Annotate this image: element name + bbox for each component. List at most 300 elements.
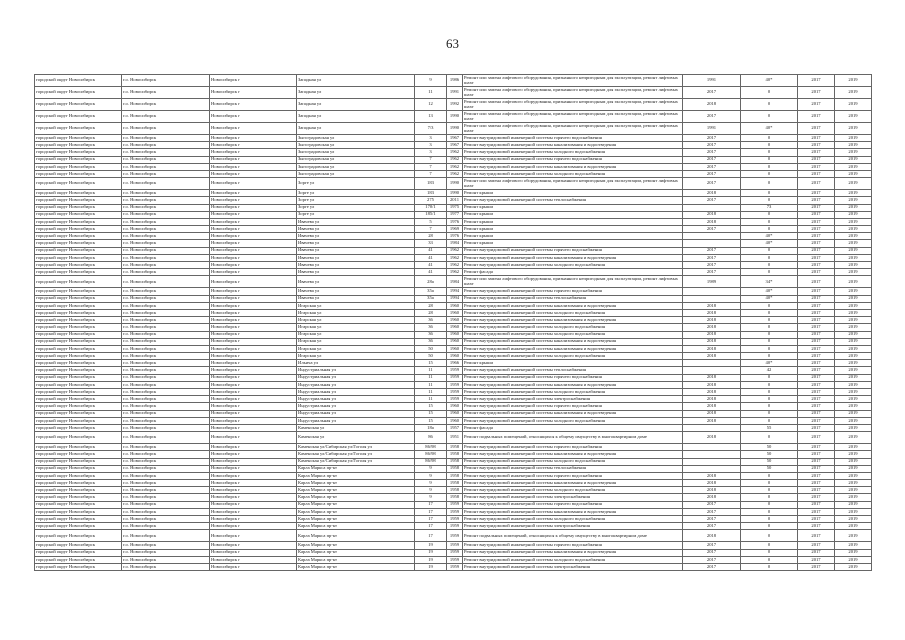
plan-start-cell: 2017 [798,262,835,269]
district-cell: городской округ Новосибирск [35,142,122,149]
plan-end-cell: 2019 [835,458,872,465]
street-cell: Ивачева ул [297,247,415,254]
settlement-cell: Новосибирск г [210,142,297,149]
work-type-cell: Ремонт внутридомовой инженерной системы холодного водоснабжения [463,331,683,338]
year-built-cell: 1958 [447,472,463,479]
table-row [35,178,872,190]
work-type-cell: Ремонт крыши [463,240,683,247]
year-built-cell: 1962 [447,163,463,170]
settlement-cell: Новосибирск г [210,99,297,111]
locality-cell: г.о. Новосибирск [122,233,210,240]
plan-start-cell: 2017 [798,424,835,431]
street-cell: Карла Маркса пр-кт [297,549,415,556]
settlement-cell: Новосибирск г [210,302,297,309]
locality-cell: г.о. Новосибирск [122,458,210,465]
table-body [35,75,872,571]
last-repair-cell: 2018 [683,190,741,197]
year-built-cell: 1958 [447,444,463,451]
table-row [35,226,872,233]
work-type-cell: Ремонт внутридомовой инженерной системы холодного водоснабжения [463,170,683,177]
locality-cell: г.о. Новосибирск [122,87,210,99]
locality-cell: г.о. Новосибирск [122,444,210,451]
last-repair-cell: 2017 [683,87,741,99]
locality-cell: г.о. Новосибирск [122,501,210,508]
wear-cell: 0 [741,197,798,204]
table-row [35,338,872,345]
table-row [35,269,872,276]
plan-end-cell: 2019 [835,451,872,458]
house-number-cell: 3 [415,149,447,156]
last-repair-cell: 1991 [683,123,741,135]
year-built-cell: 1958 [447,480,463,487]
work-type-cell: Ремонт или замена лифтового оборудования, признанного непригодным для эксплуатации, ремонт лифтовых шахт [463,123,683,135]
year-built-cell: 1975 [447,204,463,211]
wear-cell: 0 [741,87,798,99]
plan-end-cell: 2019 [835,211,872,218]
last-repair-cell: 2018 [683,345,741,352]
plan-start-cell: 2017 [798,374,835,381]
district-cell: городской округ Новосибирск [35,410,122,417]
locality-cell: г.о. Новосибирск [122,262,210,269]
street-cell: Игарская ул [297,302,415,309]
work-type-cell: Ремонт внутридомовой инженерной системы канализования и водоотведения [463,410,683,417]
work-type-cell: Ремонт внутридомовой инженерной системы канализования и водоотведения [463,142,683,149]
plan-start-cell: 2017 [798,276,835,288]
table-row [35,142,872,149]
house-number-cell: 15 [415,360,447,367]
locality-cell: г.о. Новосибирск [122,99,210,111]
locality-cell: г.о. Новосибирск [122,190,210,197]
plan-end-cell: 2019 [835,494,872,501]
locality-cell: г.о. Новосибирск [122,345,210,352]
plan-end-cell: 2019 [835,276,872,288]
year-built-cell: 1959 [447,381,463,388]
plan-start-cell: 2017 [798,360,835,367]
district-cell: городской округ Новосибирск [35,523,122,530]
plan-start-cell: 2017 [798,309,835,316]
wear-cell: 73 [741,204,798,211]
last-repair-cell [683,288,741,295]
plan-end-cell: 2019 [835,360,872,367]
district-cell: городской округ Новосибирск [35,75,122,87]
settlement-cell: Новосибирск г [210,156,297,163]
plan-end-cell: 2019 [835,197,872,204]
settlement-cell: Новосибирск г [210,149,297,156]
work-type-cell: Ремонт внутридомовой инженерной системы холодного водоснабжения [463,487,683,494]
locality-cell: г.о. Новосибирск [122,549,210,556]
house-number-cell: 7 [415,163,447,170]
work-type-cell: Ремонт фасада [463,269,683,276]
last-repair-cell: 2018 [683,487,741,494]
locality-cell: г.о. Новосибирск [122,338,210,345]
capital-repair-table [34,74,872,571]
house-number-cell: 9 [415,472,447,479]
plan-start-cell: 2017 [798,396,835,403]
wear-cell: 0 [741,523,798,530]
work-type-cell: Ремонт внутридомовой инженерной системы электроснабжения [463,523,683,530]
work-type-cell: Ремонт крыши [463,233,683,240]
street-cell: Индустриальная ул [297,367,415,374]
wear-cell: 0 [741,99,798,111]
last-repair-cell: 2017 [683,501,741,508]
locality-cell: г.о. Новосибирск [122,516,210,523]
table-row [35,480,872,487]
work-type-cell: Ремонт внутридомовой инженерной системы холодного водоснабжения [463,262,683,269]
wear-cell: 0 [741,170,798,177]
district-cell: городской округ Новосибирск [35,197,122,204]
house-number-cell: 35а [415,295,447,302]
wear-cell: 40* [741,233,798,240]
street-cell: Игарская ул [297,331,415,338]
plan-start-cell: 2017 [798,75,835,87]
table-row [35,374,872,381]
house-number-cell: 17 [415,516,447,523]
street-cell: Зыгоградовская ул [297,142,415,149]
year-built-cell: 1990 [447,178,463,190]
wear-cell: 0 [741,269,798,276]
plan-start-cell: 2017 [798,444,835,451]
table-row [35,218,872,225]
work-type-cell: Ремонт внутридомовой инженерной системы горячего водоснабжения [463,135,683,142]
plan-start-cell: 2017 [798,123,835,135]
work-type-cell: Ремонт или замена лифтового оборудования, признанного непригодным для эксплуатации, ремонт лифтовых шахт [463,178,683,190]
plan-end-cell: 2019 [835,389,872,396]
plan-start-cell: 2017 [798,295,835,302]
plan-start-cell: 2017 [798,269,835,276]
work-type-cell: Ремонт внутридомовой инженерной системы горячего водоснабжения [463,288,683,295]
last-repair-cell: 2017 [683,111,741,123]
last-repair-cell: 2018 [683,218,741,225]
plan-end-cell: 2019 [835,247,872,254]
district-cell: городской округ Новосибирск [35,353,122,360]
district-cell: городской округ Новосибирск [35,288,122,295]
work-type-cell: Ремонт внутридомовой инженерной системы канализования и водоотведения [463,317,683,324]
year-built-cell: 1960 [447,331,463,338]
work-type-cell: Ремонт внутридомовой инженерной системы теплоснабжения [463,197,683,204]
year-built-cell: 1960 [447,302,463,309]
wear-cell: 40* [741,295,798,302]
district-cell: городской округ Новосибирск [35,432,122,444]
last-repair-cell: 2018 [683,338,741,345]
work-type-cell: Ремонт подвальных помещений, относящихся к общему имуществу в многоквартирном доме [463,432,683,444]
work-type-cell: Ремонт внутридомовой инженерной системы канализования и водоотведения [463,338,683,345]
house-number-cell: 5 [415,218,447,225]
house-number-cell: 11 [415,396,447,403]
work-type-cell: Ремонт внутридомовой инженерной системы горячего водоснабжения [463,501,683,508]
table-row [35,516,872,523]
work-type-cell: Ремонт внутридомовой инженерной системы холодного водоснабжения [463,389,683,396]
district-cell: городской округ Новосибирск [35,556,122,563]
street-cell: Индустриальная ул [297,389,415,396]
wear-cell: 0 [741,556,798,563]
house-number-cell: 86/98 [415,458,447,465]
district-cell: городской округ Новосибирск [35,170,122,177]
year-built-cell: 1959 [447,508,463,515]
last-repair-cell: 2017 [683,197,741,204]
house-number-cell: 36 [415,317,447,324]
locality-cell: г.о. Новосибирск [122,309,210,316]
street-cell: Каменская ул [297,432,415,444]
plan-end-cell: 2019 [835,262,872,269]
plan-start-cell: 2017 [798,494,835,501]
plan-start-cell: 2017 [798,389,835,396]
district-cell: городской округ Новосибирск [35,381,122,388]
year-built-cell: 1960 [447,345,463,352]
settlement-cell: Новосибирск г [210,465,297,472]
locality-cell: г.о. Новосибирск [122,530,210,542]
last-repair-cell [683,204,741,211]
plan-start-cell: 2017 [798,288,835,295]
work-type-cell: Ремонт или замена лифтового оборудования, признанного непригодным для эксплуатации, ремонт лифтовых шахт [463,87,683,99]
locality-cell: г.о. Новосибирск [122,389,210,396]
locality-cell: г.о. Новосибирск [122,317,210,324]
locality-cell: г.о. Новосибирск [122,254,210,261]
year-built-cell: 1959 [447,523,463,530]
locality-cell: г.о. Новосибирск [122,563,210,570]
plan-end-cell: 2019 [835,549,872,556]
plan-end-cell: 2019 [835,338,872,345]
wear-cell: 0 [741,381,798,388]
street-cell: Западная ул [297,99,415,111]
wear-cell: 0 [741,218,798,225]
street-cell: Карла Маркса пр-кт [297,480,415,487]
table-row [35,197,872,204]
street-cell: Ивачева ул [297,218,415,225]
year-built-cell: 1967 [447,142,463,149]
street-cell: Зорге ул [297,190,415,197]
table-row [35,501,872,508]
year-built-cell: 1984 [447,240,463,247]
settlement-cell: Новосибирск г [210,396,297,403]
plan-end-cell: 2019 [835,465,872,472]
table-row [35,233,872,240]
last-repair-cell: 2017 [683,178,741,190]
table-row [35,563,872,570]
last-repair-cell: 1991 [683,75,741,87]
plan-start-cell: 2017 [798,516,835,523]
street-cell: Индустриальная ул [297,417,415,424]
locality-cell: г.о. Новосибирск [122,432,210,444]
street-cell: Зыгоградовская ул [297,156,415,163]
wear-cell: 0 [741,317,798,324]
settlement-cell: Новосибирск г [210,345,297,352]
district-cell: городской округ Новосибирск [35,226,122,233]
table-row [35,204,872,211]
wear-cell: 50 [741,451,798,458]
plan-end-cell: 2019 [835,530,872,542]
plan-end-cell: 2019 [835,233,872,240]
street-cell: Зыгоградовская ул [297,149,415,156]
plan-end-cell: 2019 [835,240,872,247]
settlement-cell: Новосибирск г [210,163,297,170]
locality-cell: г.о. Новосибирск [122,374,210,381]
last-repair-cell: 2017 [683,170,741,177]
table-row [35,424,872,431]
work-type-cell: Ремонт внутридомовой инженерной системы горячего водоснабжения [463,374,683,381]
house-number-cell: 28 [415,302,447,309]
house-number-cell: 18а [415,424,447,431]
house-number-cell: 19 [415,556,447,563]
year-built-cell: 1966 [447,360,463,367]
plan-start-cell: 2017 [798,432,835,444]
street-cell: Индустриальная ул [297,381,415,388]
house-number-cell: 36 [415,331,447,338]
house-number-cell: 28 [415,233,447,240]
plan-end-cell: 2019 [835,226,872,233]
locality-cell: г.о. Новосибирск [122,424,210,431]
house-number-cell: 17 [415,530,447,542]
wear-cell: 55 [741,424,798,431]
plan-start-cell: 2017 [798,508,835,515]
district-cell: городской округ Новосибирск [35,480,122,487]
street-cell: Карла Маркса пр-кт [297,494,415,501]
wear-cell: 0 [741,302,798,309]
year-built-cell: 1959 [447,396,463,403]
table-row [35,190,872,197]
table-row [35,487,872,494]
locality-cell: г.о. Новосибирск [122,360,210,367]
wear-cell: 50 [741,444,798,451]
locality-cell: г.о. Новосибирск [122,472,210,479]
table-row [35,324,872,331]
wear-cell: 0 [741,254,798,261]
plan-start-cell: 2017 [798,142,835,149]
work-type-cell: Ремонт внутридомовой инженерной системы холодного водоснабжения [463,324,683,331]
locality-cell: г.о. Новосибирск [122,142,210,149]
plan-start-cell: 2017 [798,523,835,530]
settlement-cell: Новосибирск г [210,170,297,177]
work-type-cell: Ремонт внутридомовой инженерной системы канализования и водоотведения [463,345,683,352]
settlement-cell: Новосибирск г [210,317,297,324]
street-cell: Западная ул [297,75,415,87]
plan-end-cell: 2019 [835,163,872,170]
plan-start-cell: 2017 [798,163,835,170]
plan-end-cell: 2019 [835,353,872,360]
work-type-cell: Ремонт или замена лифтового оборудования, признанного непригодным для эксплуатации, ремонт лифтовых шахт [463,75,683,87]
last-repair-cell [683,424,741,431]
last-repair-cell: 2017 [683,508,741,515]
district-cell: городской округ Новосибирск [35,403,122,410]
wear-cell: 0 [741,501,798,508]
work-type-cell: Ремонт внутридомовой инженерной системы холодного водоснабжения [463,516,683,523]
wear-cell: 0 [741,142,798,149]
street-cell: Западная ул [297,111,415,123]
table-row [35,396,872,403]
settlement-cell: Новосибирск г [210,480,297,487]
year-built-cell: 1984 [447,276,463,288]
table-row [35,508,872,515]
last-repair-cell: 2017 [683,556,741,563]
locality-cell: г.о. Новосибирск [122,403,210,410]
settlement-cell: Новосибирск г [210,389,297,396]
plan-end-cell: 2019 [835,269,872,276]
year-built-cell: 1986 [447,75,463,87]
house-number-cell: 33 [415,240,447,247]
street-cell: Западная ул [297,87,415,99]
wear-cell: 0 [741,563,798,570]
settlement-cell: Новосибирск г [210,190,297,197]
district-cell: городской округ Новосибирск [35,508,122,515]
locality-cell: г.о. Новосибирск [122,508,210,515]
district-cell: городской округ Новосибирск [35,233,122,240]
table-row [35,156,872,163]
last-repair-cell: 2018 [683,99,741,111]
settlement-cell: Новосибирск г [210,374,297,381]
settlement-cell: Новосибирск г [210,523,297,530]
plan-start-cell: 2017 [798,135,835,142]
table-row [35,458,872,465]
year-built-cell: 1960 [447,338,463,345]
last-repair-cell: 2017 [683,149,741,156]
wear-cell: 34* [741,276,798,288]
work-type-cell: Ремонт внутридомовой инженерной системы теплоснабжения [463,295,683,302]
table-row [35,549,872,556]
locality-cell: г.о. Новосибирск [122,465,210,472]
plan-end-cell: 2019 [835,487,872,494]
settlement-cell: Новосибирск г [210,360,297,367]
settlement-cell: Новосибирск г [210,269,297,276]
wear-cell: 0 [741,542,798,549]
work-type-cell: Ремонт внутридомовой инженерной системы канализования и водоотведения [463,549,683,556]
locality-cell: г.о. Новосибирск [122,163,210,170]
wear-cell: 0 [741,309,798,316]
settlement-cell: Новосибирск г [210,262,297,269]
locality-cell: г.о. Новосибирск [122,381,210,388]
plan-start-cell: 2017 [798,549,835,556]
district-cell: городской округ Новосибирск [35,444,122,451]
wear-cell: 0 [741,331,798,338]
last-repair-cell: 2017 [683,523,741,530]
locality-cell: г.о. Новосибирск [122,324,210,331]
house-number-cell: 183 [415,190,447,197]
street-cell: Ильича ул [297,360,415,367]
plan-end-cell: 2019 [835,170,872,177]
wear-cell: 0 [741,494,798,501]
district-cell: городской округ Новосибирск [35,501,122,508]
settlement-cell: Новосибирск г [210,75,297,87]
district-cell: городской округ Новосибирск [35,87,122,99]
work-type-cell: Ремонт внутридомовой инженерной системы канализования и водоотведения [463,302,683,309]
work-type-cell: Ремонт внутридомовой инженерной системы холодного водоснабжения [463,149,683,156]
last-repair-cell: 2017 [683,163,741,170]
settlement-cell: Новосибирск г [210,197,297,204]
street-cell: Карла Маркса пр-кт [297,563,415,570]
district-cell: городской округ Новосибирск [35,163,122,170]
house-number-cell: 9 [415,487,447,494]
table-row [35,353,872,360]
settlement-cell: Новосибирск г [210,494,297,501]
year-built-cell: 1959 [447,549,463,556]
wear-cell: 0 [741,111,798,123]
plan-end-cell: 2019 [835,149,872,156]
year-built-cell: 1962 [447,156,463,163]
work-type-cell: Ремонт внутридомовой инженерной системы теплоснабжения [463,367,683,374]
district-cell: городской округ Новосибирск [35,254,122,261]
wear-cell: 0 [741,417,798,424]
plan-start-cell: 2017 [798,331,835,338]
plan-start-cell: 2017 [798,170,835,177]
plan-end-cell: 2019 [835,218,872,225]
street-cell: Западная ул [297,123,415,135]
settlement-cell: Новосибирск г [210,530,297,542]
wear-cell: 40* [741,360,798,367]
district-cell: городской округ Новосибирск [35,123,122,135]
locality-cell: г.о. Новосибирск [122,396,210,403]
house-number-cell: 13 [415,111,447,123]
plan-start-cell: 2017 [798,410,835,417]
district-cell: городской округ Новосибирск [35,247,122,254]
district-cell: городской округ Новосибирск [35,135,122,142]
